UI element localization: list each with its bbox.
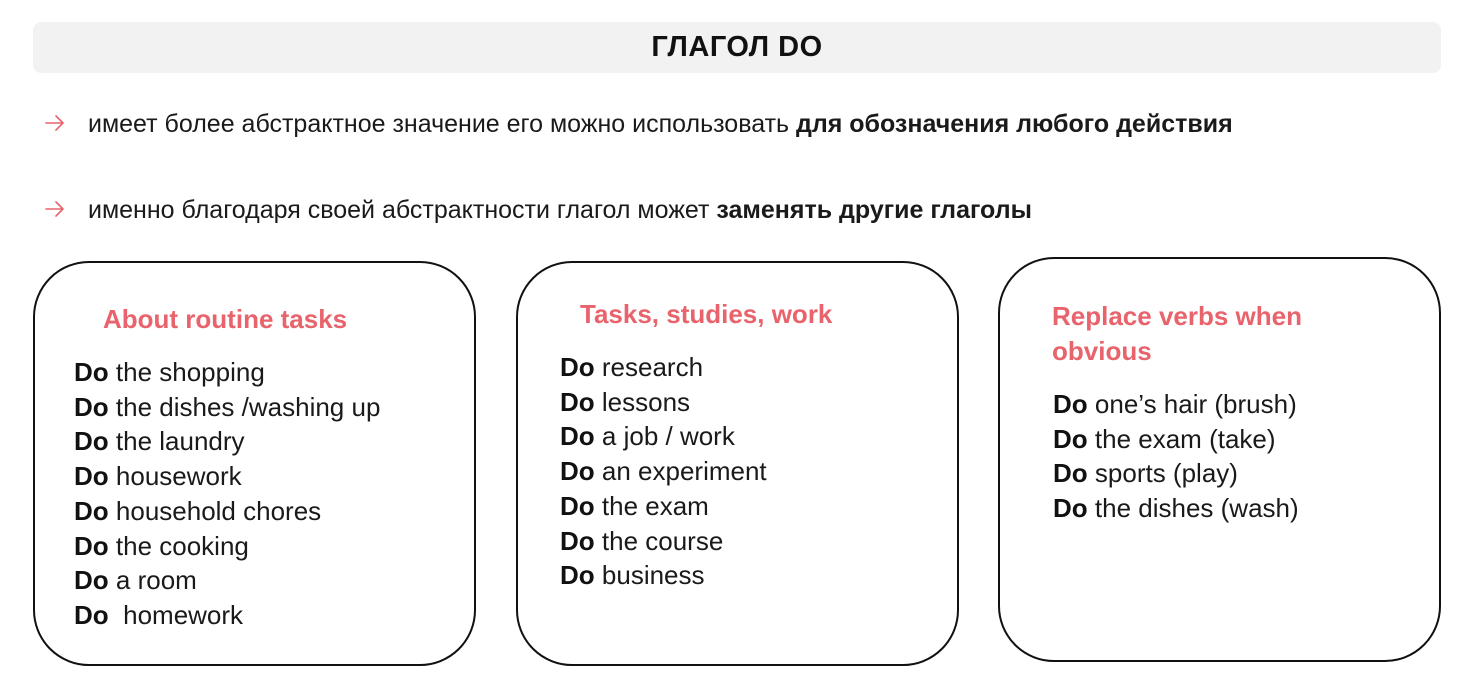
phrase-text: the cooking	[108, 530, 249, 561]
phrase-text: a job / work	[594, 421, 735, 452]
phrase-text: the exam (take)	[1087, 423, 1276, 454]
phrase-text: one’s hair (brush)	[1087, 389, 1297, 419]
list-item	[74, 563, 380, 598]
phrase-text: business	[594, 560, 705, 591]
card-list	[560, 350, 767, 593]
phrase-text: sports (play)	[1087, 458, 1238, 489]
phrase-text: housework	[108, 461, 242, 492]
phrase-text: research	[594, 352, 704, 382]
list-item	[1053, 387, 1299, 422]
list-item	[560, 385, 767, 420]
arrow-right-icon	[43, 111, 67, 135]
bullet-item	[43, 193, 1343, 228]
do-keyword: Do	[1053, 423, 1088, 454]
list-item	[560, 419, 767, 454]
bullet-normal-text: имеет более абстрактное значение его можно использовать	[88, 110, 796, 138]
list-item	[560, 350, 767, 385]
arrow-right-icon	[43, 197, 67, 221]
do-keyword: Do	[560, 352, 595, 382]
do-keyword: Do	[74, 495, 109, 526]
phrase-text: the course	[594, 525, 724, 556]
bullet-normal-text: именно благодаря своей абстрактности глагол может	[88, 196, 717, 224]
list-item	[74, 598, 380, 633]
do-keyword: Do	[1053, 458, 1088, 489]
list-item	[74, 529, 380, 564]
list-item	[560, 489, 767, 524]
card-list	[74, 355, 380, 633]
card-list	[1053, 387, 1299, 526]
phrase-text: the dishes /washing up	[108, 391, 381, 422]
list-item	[560, 558, 767, 593]
list-item	[74, 459, 380, 494]
do-keyword: Do	[560, 525, 595, 556]
list-item	[74, 494, 380, 529]
bullet-text	[88, 193, 1032, 228]
card-routine-tasks	[33, 261, 476, 666]
do-keyword: Do	[1053, 493, 1088, 524]
phrase-text: a room	[108, 565, 197, 596]
do-keyword: Do	[560, 386, 595, 417]
phrase-text: an experiment	[594, 456, 767, 487]
bullet-text	[88, 107, 1233, 142]
title-bar	[33, 22, 1441, 73]
phrase-text: homework	[108, 599, 244, 630]
bullet-bold-text: для обозначения любого действия	[795, 110, 1233, 138]
card-tasks-studies-work	[516, 261, 959, 666]
list-item	[1053, 491, 1299, 526]
phrase-text: the exam	[594, 490, 709, 521]
card-heading: Tasks, studies, work	[580, 299, 833, 329]
list-item	[74, 424, 380, 459]
phrase-text: the shopping	[108, 357, 265, 387]
do-keyword: Do	[560, 560, 595, 591]
do-keyword: Do	[560, 421, 595, 452]
do-keyword: Do	[74, 599, 109, 630]
do-keyword: Do	[560, 490, 595, 521]
list-item	[1053, 422, 1299, 457]
list-item	[74, 355, 380, 390]
list-item	[560, 454, 767, 489]
do-keyword: Do	[74, 530, 109, 561]
do-keyword: Do	[74, 565, 109, 596]
list-item	[560, 524, 767, 559]
card-heading: About routine tasks	[103, 304, 348, 334]
do-keyword: Do	[560, 456, 595, 487]
card-heading: Replace verbs when obvious	[1052, 301, 1302, 366]
phrase-text: the laundry	[108, 426, 245, 457]
list-item	[1053, 456, 1299, 491]
card-replace-verbs	[998, 257, 1441, 662]
do-keyword: Do	[1053, 389, 1088, 419]
phrase-text: lessons	[594, 386, 691, 417]
phrase-text: household chores	[108, 495, 322, 526]
do-keyword: Do	[74, 391, 109, 422]
do-keyword: Do	[74, 426, 109, 457]
list-item	[74, 390, 380, 425]
do-keyword: Do	[74, 357, 109, 387]
bullet-item	[43, 107, 1343, 142]
phrase-text: the dishes (wash)	[1087, 493, 1299, 524]
page-title: ГЛАГОЛ DO	[651, 31, 823, 63]
do-keyword: Do	[74, 461, 109, 492]
bullet-bold-text: заменять другие глаголы	[716, 196, 1032, 224]
